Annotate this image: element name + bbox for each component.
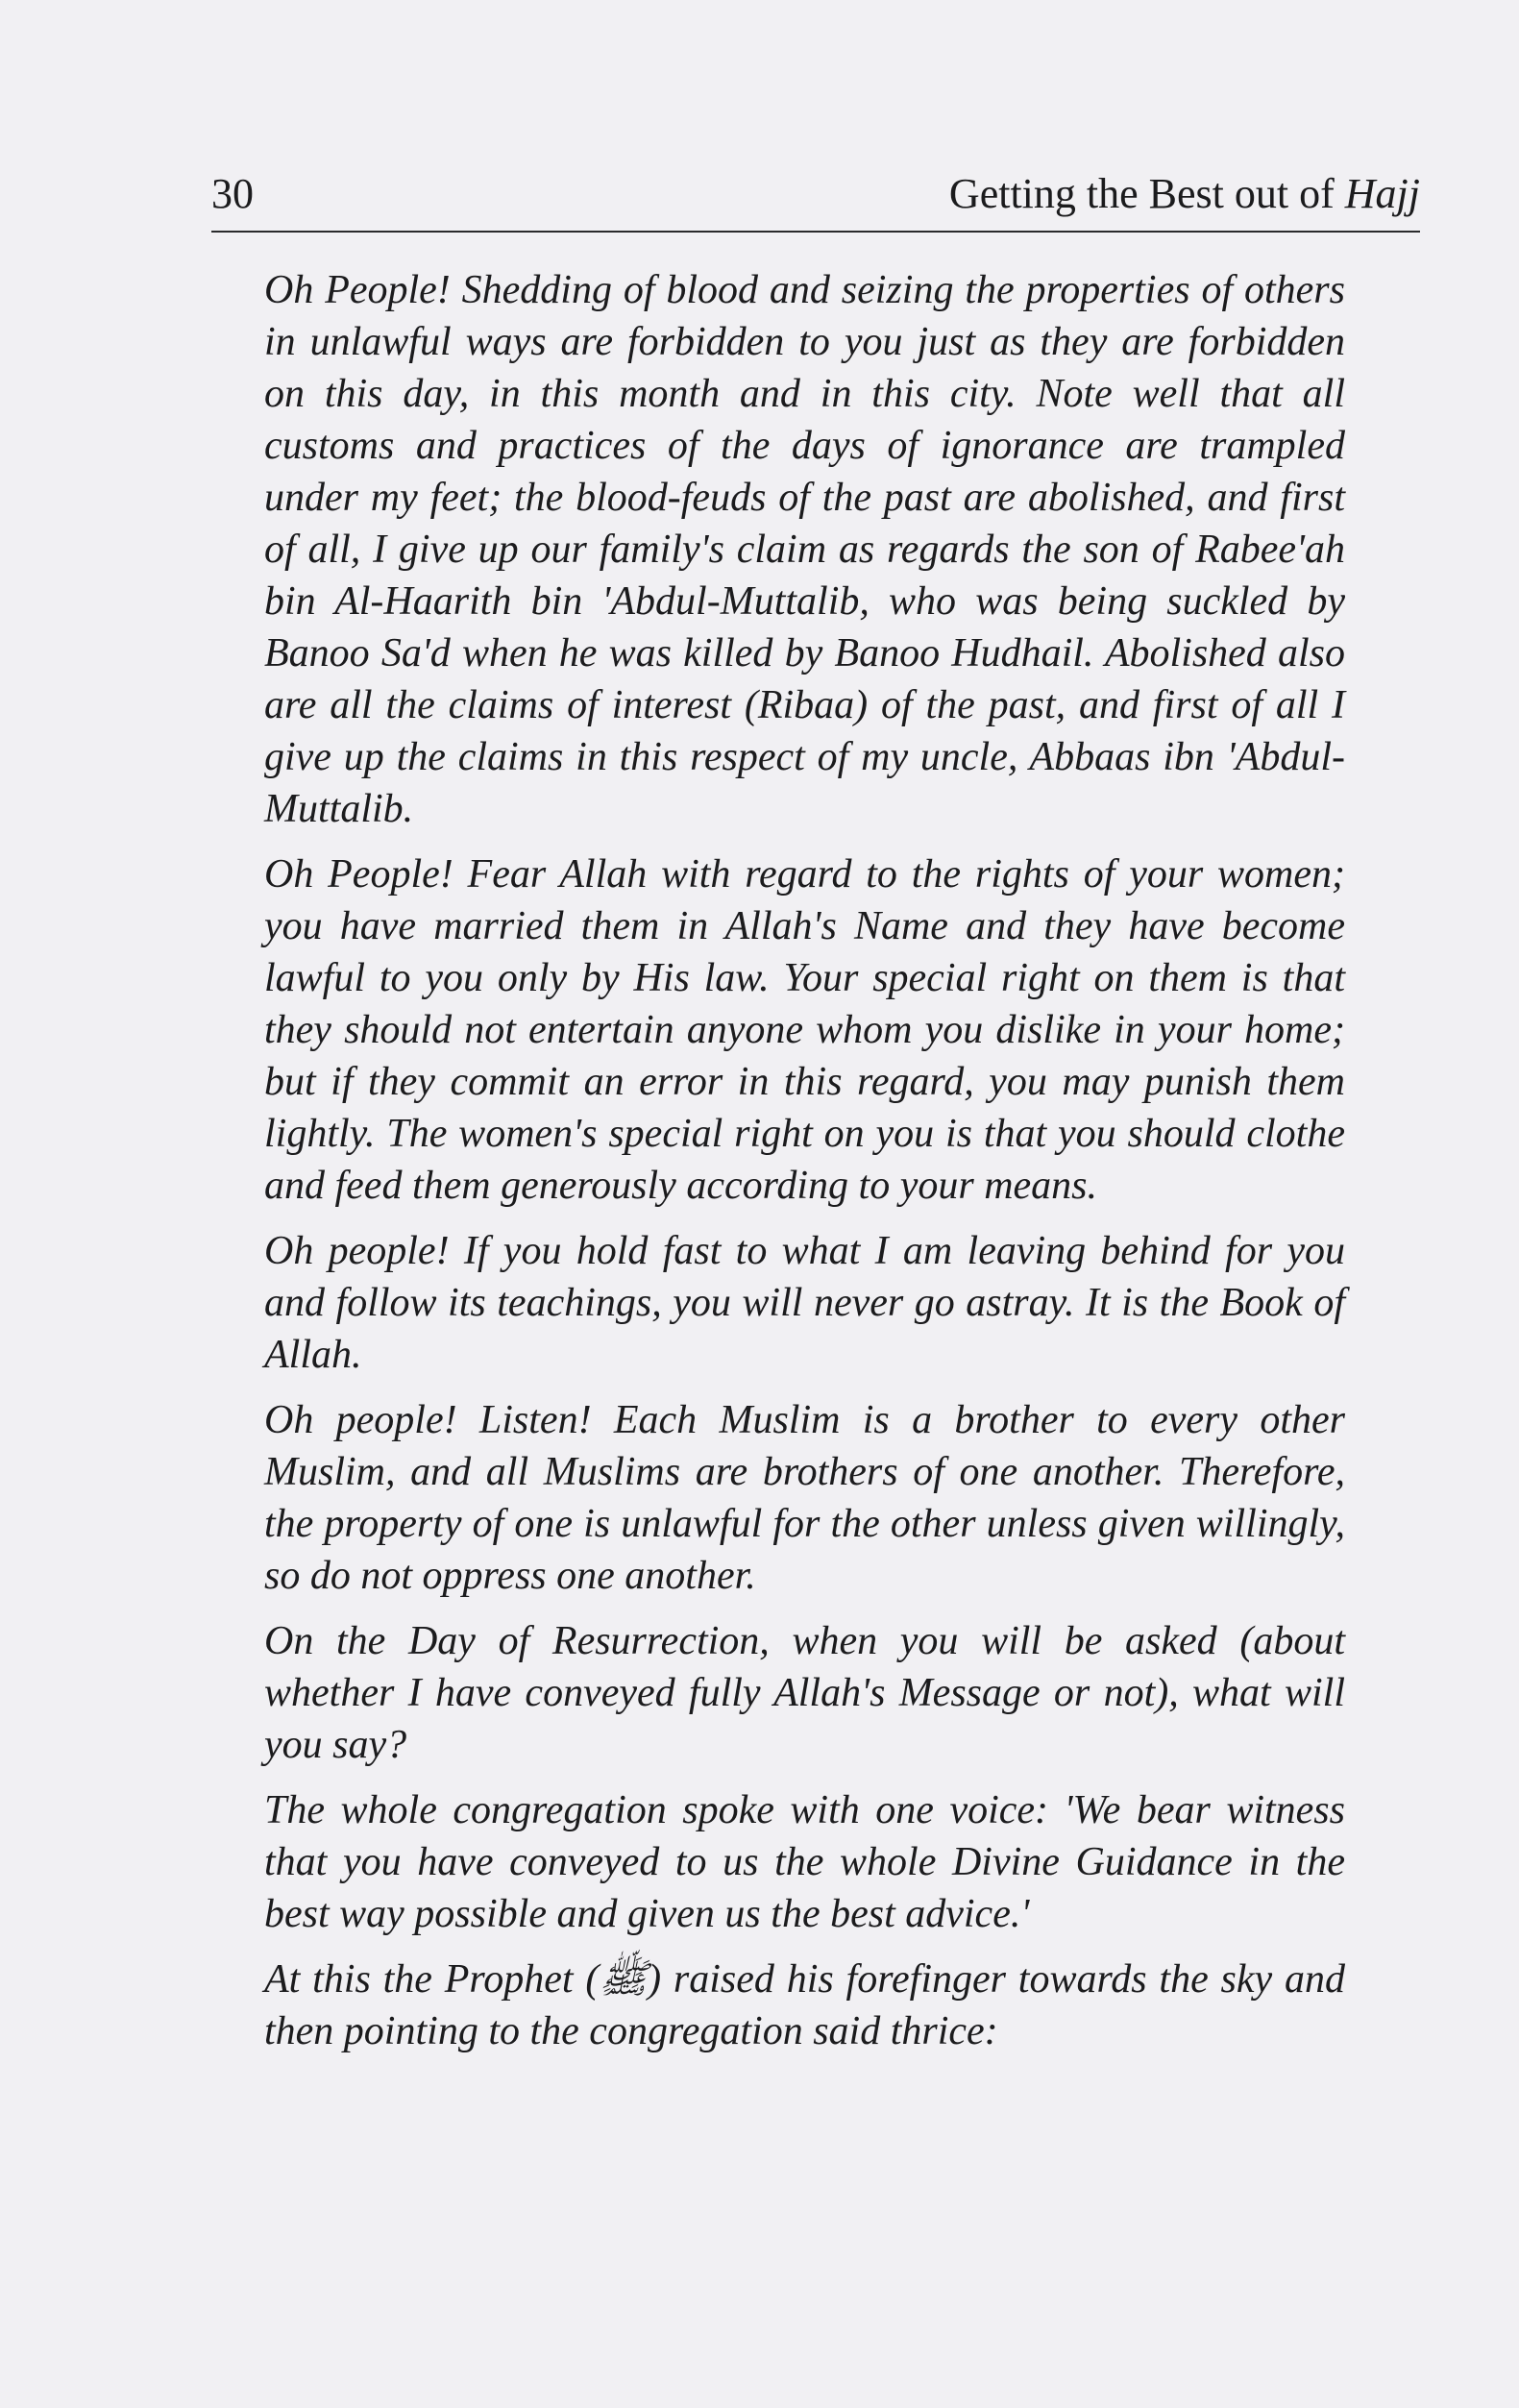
paragraph: The whole congregation spoke with one voice: 'We bear witness that you have conveyed to us the whole Divine Guidance in the best way possible and given us the best advice.'	[264, 1788, 1345, 1936]
body-text	[264, 264, 1345, 2071]
running-title-text: Getting the Best out of	[948, 170, 1345, 217]
paragraph: On the Day of Resurrection, when you will be asked (about whether I have conveyed fully Allah's Message or not), what will you say?	[264, 1619, 1345, 1767]
paragraph: Oh people! Listen! Each Muslim is a brother to every other Muslim, and all Muslims are brothers of one another. Therefore, the property of one is unlawful for the other unless given willingly, so do not oppress one another.	[264, 1398, 1345, 1598]
paragraph: Oh People! Shedding of blood and seizing the properties of others in unlawful ways are forbidden to you just as they are forbidden on this day, in this month and in this city. Note well that all customs and practices of the days of ignorance are trampled under my feet; the blood-feuds of the past are abolished, and first of all, I give up our family's claim as regards the son of Rabee'ah bin Al-Haarith bin 'Abdul-Muttalib, who was being suckled by Banoo Sa'd when he was killed by Banoo Hudhail. Abolished also are all the claims of interest (Ribaa) of the past, and first of all I give up the claims in this respect of my uncle, Abbaas ibn 'Abdul-Muttalib.	[264, 268, 1345, 831]
paragraph: Oh People! Fear Allah with regard to the rights of your women; you have married them in Allah's Name and they have become lawful to you only by His law. Your special right on them is that they should not entertain anyone whom you dislike in your home; but if they commit an error in this regard, you may punish them lightly. The women's special right on you is that you should clothe and feed them generously according to your means.	[264, 852, 1345, 1208]
running-title	[949, 165, 1420, 223]
running-title-italic: Hajj	[1344, 170, 1420, 217]
paragraph: At this the Prophet (ﷺ) raised his forefinger towards the sky and then pointing to the congregation said thrice:	[264, 1957, 1345, 2053]
page-header	[211, 163, 1420, 233]
paragraph: Oh people! If you hold fast to what I am leaving behind for you and follow its teachings, you will never go astray. It is the Book of Allah.	[264, 1229, 1345, 1377]
page-number: 30	[211, 170, 254, 217]
